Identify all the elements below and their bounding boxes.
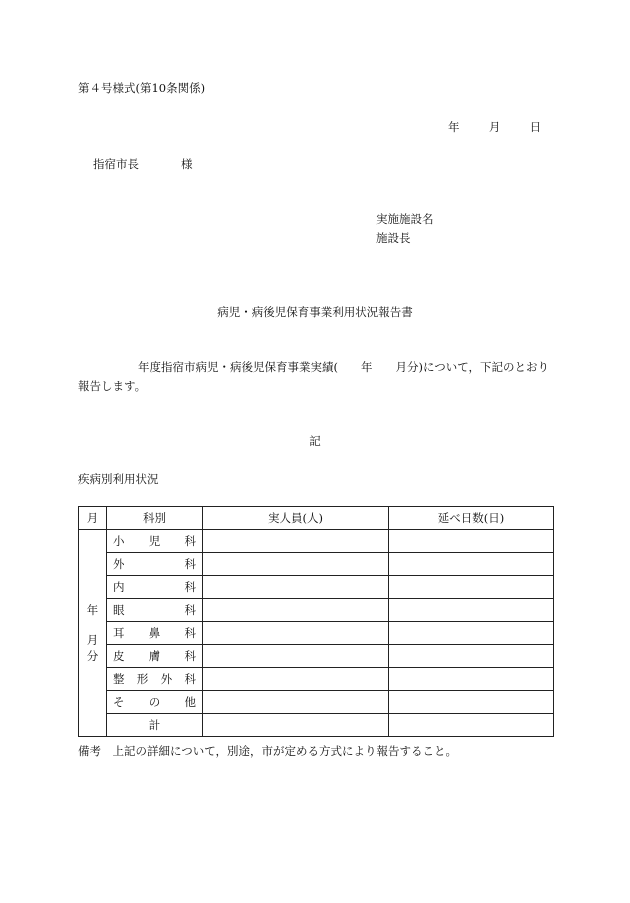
department-char: 児 [148,534,161,548]
department-char: 鼻 [148,626,161,640]
month-cell-year: 年 [86,603,99,617]
total-days-cell [389,576,554,599]
total-days-cell [389,668,554,691]
actual-persons-cell [203,553,389,576]
department-label [107,622,203,645]
department-char: 外 [113,557,125,571]
total-days-cell [389,691,554,714]
department-char: 科 [184,626,196,640]
table-body [79,530,554,737]
remarks: 備考 上記の詳細について，別途，市が定める方式により報告すること。 [78,744,458,758]
date-year-label: 年 [448,120,460,134]
department-char: 小 [113,534,125,548]
department-label [107,599,203,622]
department-char: 形 [136,672,149,686]
header-total-days: 延べ日数(日) [389,507,554,530]
department-label [107,668,203,691]
department-char: 内 [113,580,125,594]
total-days-cell [389,553,554,576]
table-row [79,691,554,714]
total-label: 計 [107,714,203,737]
actual-persons-cell [203,530,389,553]
table-row [79,668,554,691]
date-day-label: 日 [529,120,542,134]
department-char: 皮 [113,649,125,663]
date-line [448,120,541,135]
table-row [79,622,554,645]
total-row [79,714,554,737]
department-char: 科 [184,557,196,571]
facility-name-label: 実施施設名 [376,212,434,226]
form-number: 第４号様式(第10条関係) [78,81,206,95]
total-days-cell [389,530,554,553]
addressee [93,157,193,172]
month-cell-bun: 分 [86,649,99,663]
table-row [79,530,554,553]
actual-persons-cell [203,599,389,622]
actual-persons-cell [203,576,389,599]
department-char: 整 [113,672,125,686]
header-month: 月 [79,507,107,530]
usage-report-table [78,506,554,737]
department-char: 膚 [148,649,161,663]
total-actual-persons-cell [203,714,389,737]
department-char: 科 [184,534,196,548]
department-char: 科 [184,649,196,663]
ki-heading: 記 [309,434,321,448]
department-label [107,691,203,714]
department-char: 眼 [113,603,125,617]
department-char: 科 [184,672,196,686]
facility-head-label: 施設長 [376,231,411,245]
department-char: 外 [160,672,173,686]
department-label [107,530,203,553]
date-month-label: 月 [488,120,501,134]
total-days-cell [389,645,554,668]
document-title: 病児・病後児保育事業利用状況報告書 [217,305,413,319]
department-label [107,645,203,668]
addressee-name: 指宿市長 [93,157,139,171]
month-cell-month: 月 [86,633,99,647]
table-row [79,645,554,668]
department-char: 科 [184,580,196,594]
department-char: 他 [184,695,196,709]
department-label [107,553,203,576]
actual-persons-cell [203,668,389,691]
table-row [79,553,554,576]
department-label [107,576,203,599]
total-days-total-cell [389,714,554,737]
total-days-cell [389,599,554,622]
department-char: 科 [184,603,196,617]
table-header-row [79,507,554,530]
total-days-cell [389,622,554,645]
month-cell [79,530,107,737]
department-char: そ [113,695,125,709]
actual-persons-cell [203,691,389,714]
department-char: 耳 [113,626,125,640]
header-actual-persons: 実人員(人) [203,507,389,530]
actual-persons-cell [203,645,389,668]
actual-persons-cell [203,622,389,645]
table-heading: 疾病別利用状況 [78,472,159,486]
header-department: 科別 [107,507,203,530]
table-row [79,576,554,599]
body-text: 年度指宿市病児・病後児保育事業実績( 年 月分)について，下記のとおり報告します。 [78,360,550,393]
table-row [79,599,554,622]
honorific: 様 [181,157,193,171]
department-char: の [148,695,161,709]
